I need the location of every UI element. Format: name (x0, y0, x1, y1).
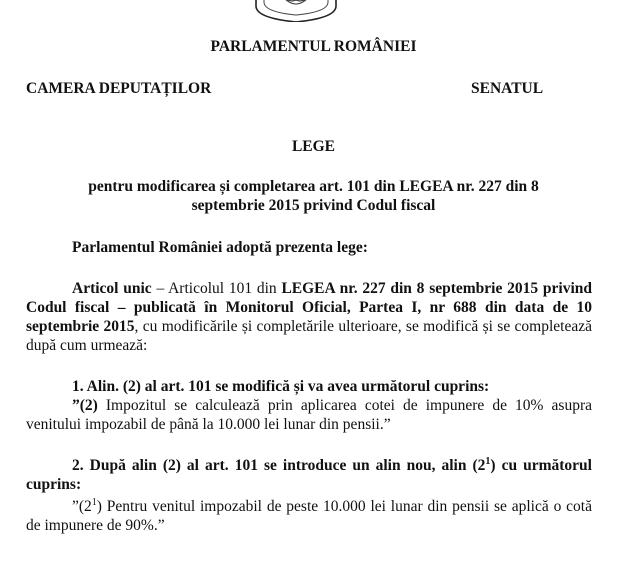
law-subtitle-line1: pentru modificarea și completarea art. 101 din LEGEA nr. 227 din 8 (88, 178, 539, 195)
point-2-heading: 2. După alin (2) al art. 101 se introduce un alin nou, alin $(2^1)$ cu următorul cuprins: (26, 455, 592, 493)
article-law-reference: LEGEA nr. 227 din 8 septembrie 2015 privind Codul fiscal – publicată în Monitorul Oficial, Partea I, nr 688 din data de 10 septembrie 2015 (26, 280, 593, 335)
article-unique-paragraph (26, 279, 592, 355)
law-subtitle-line2: septembrie 2015 privind Codul fiscal (191, 197, 436, 214)
point-1 (26, 377, 592, 434)
parliament-heading: PARLAMENTUL ROMÂNIEI (210, 38, 417, 55)
article-label: Articol unic (72, 280, 152, 297)
coat-of-arms-crest (250, 0, 342, 22)
article-intro: – Articolul 101 din (151, 280, 282, 297)
point-2-text: $”(2^1)$ Pentru venitul impozabil de peste 10.000 lei lunar din pensii se aplică o cotă de impunere de 90%.” (26, 496, 592, 534)
article-rest: , cu modificările și completările ulterioare, se modifică și se completează după cum urmează: (26, 318, 593, 354)
point-1-heading: 1. Alin. (2) al art. 101 se modifică și va avea următorul cuprins: (72, 378, 490, 395)
law-title: LEGE (291, 138, 336, 155)
point-2 (26, 456, 592, 535)
point-1-text: ”(2) Impozitul se calculează prin aplicarea cotei de impunere de 10% asupra venitului impozabil de până la 10.000 lei lunar din pensii.” (26, 397, 592, 433)
senate-label: SENATUL (471, 80, 544, 97)
preamble: Parlamentul României adoptă prezenta lege: (72, 239, 368, 256)
chamber-deputies-label: CAMERA DEPUTAȚILOR (26, 80, 212, 97)
